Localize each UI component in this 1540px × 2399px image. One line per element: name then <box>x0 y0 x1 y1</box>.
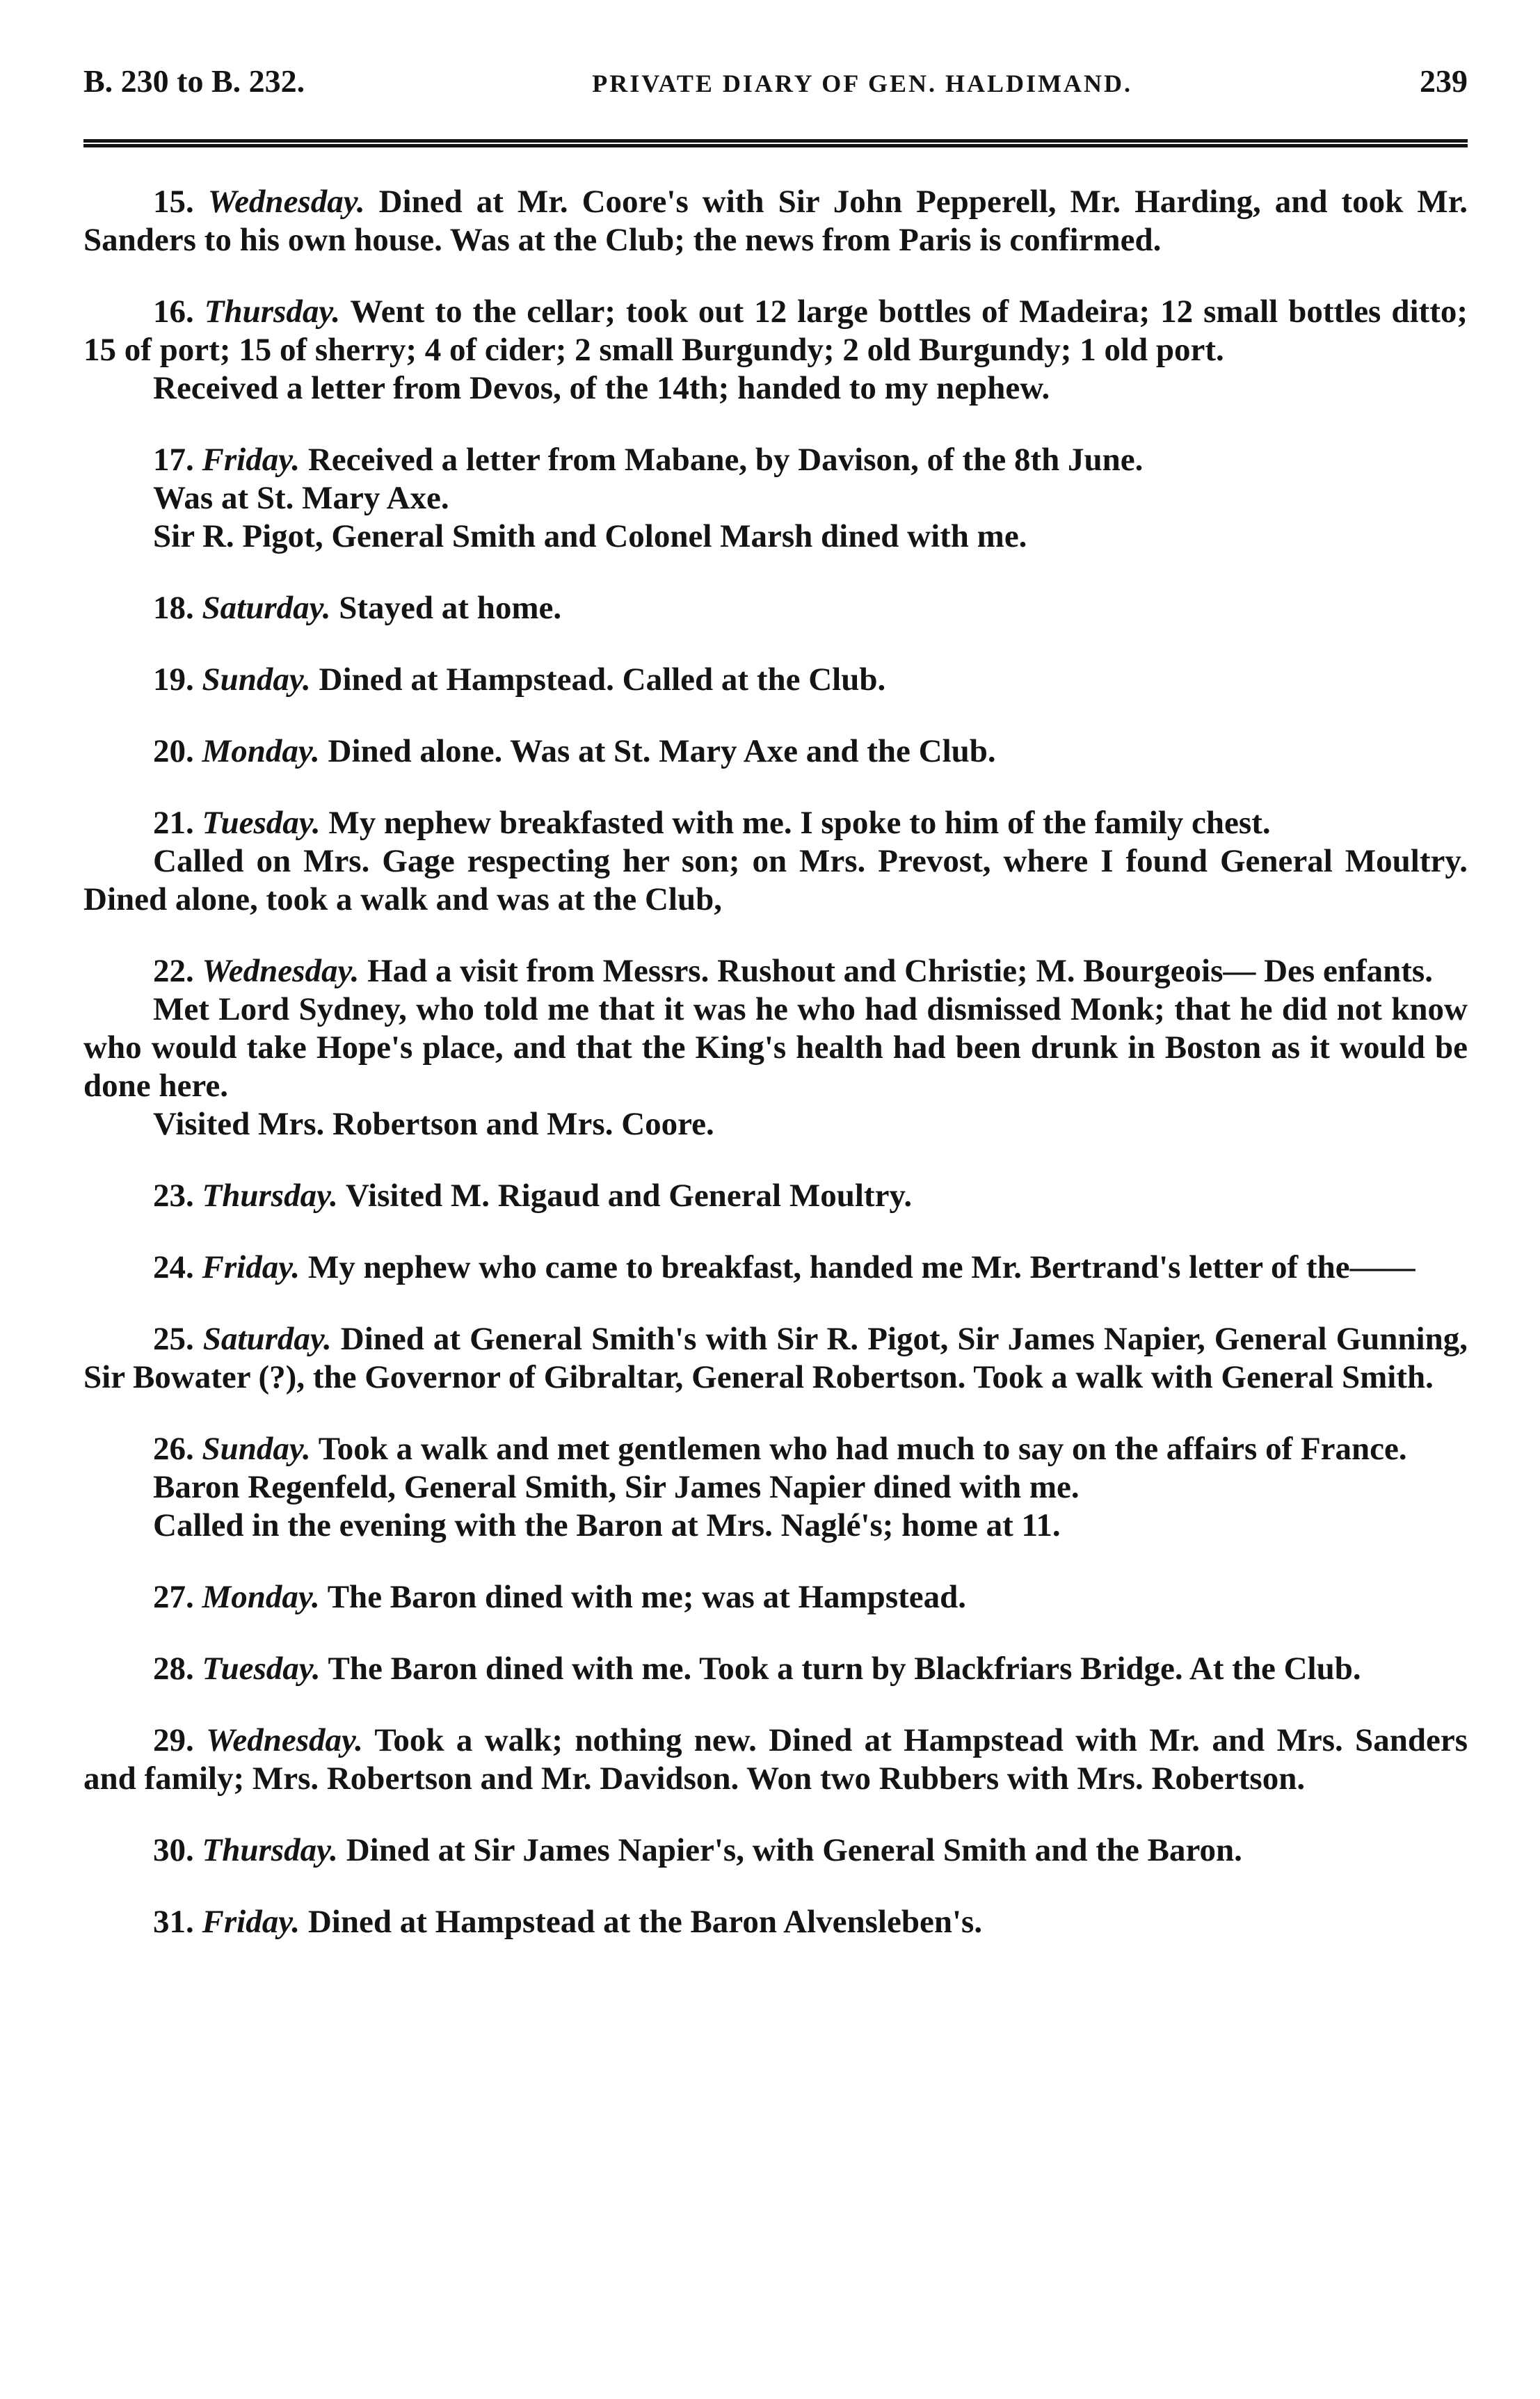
entry-date-number: 15. <box>153 184 194 220</box>
entry-weekday: Thursday. <box>202 1832 338 1868</box>
diary-entry <box>83 1249 1468 1287</box>
entry-weekday: Friday. <box>202 1249 300 1285</box>
entry-date-number: 23. <box>153 1178 194 1214</box>
entry-paragraph <box>83 952 1468 990</box>
entry-text: Received a letter from Mabane, by Davison, of the 8th June. <box>307 442 1144 478</box>
entry-weekday: Sunday. <box>202 661 311 698</box>
header-title: PRIVATE DIARY OF GEN. HALDIMAND. <box>592 70 1132 97</box>
entry-paragraph <box>83 479 1468 517</box>
diary-entry <box>83 293 1468 408</box>
entry-date-number: 30. <box>153 1832 194 1868</box>
entry-paragraph <box>83 1105 1468 1144</box>
entry-date-number: 17. <box>153 442 194 478</box>
diary-entry <box>83 441 1468 556</box>
diary-entry <box>83 1722 1468 1798</box>
header-reference: B. 230 to B. 232. <box>83 63 305 99</box>
entry-date-number: 16. <box>153 294 194 330</box>
entry-weekday: Saturday. <box>202 1321 332 1357</box>
entry-paragraph <box>83 369 1468 408</box>
entry-text: Dined at Hampstead. Called at the Club. <box>319 661 886 698</box>
entry-text: Sir R. Pigot, General Smith and Colonel Marsh dined with me. <box>153 518 1027 554</box>
diary-page <box>83 63 1468 1975</box>
diary-entry <box>83 1650 1468 1688</box>
entry-paragraph <box>83 1430 1468 1468</box>
entry-weekday: Wednesday. <box>206 1722 363 1758</box>
entry-paragraph <box>83 293 1468 369</box>
entry-text: Visited M. Rigaud and General Moultry. <box>345 1178 913 1214</box>
entry-text: Dined alone. Was at St. Mary Axe and the Club. <box>328 733 996 769</box>
diary-entry <box>83 1430 1468 1545</box>
entry-weekday: Monday. <box>202 1579 320 1615</box>
entry-paragraph <box>83 589 1468 627</box>
entry-text: Dined at Hampstead at the Baron Alvensleben's. <box>307 1904 983 1940</box>
diary-entry <box>83 1578 1468 1616</box>
entry-paragraph <box>83 517 1468 556</box>
entry-paragraph <box>83 990 1468 1105</box>
entry-text: Baron Regenfeld, General Smith, Sir James Napier dined with me. <box>153 1469 1080 1505</box>
entry-text: The Baron dined with me. Took a turn by Blackfriars Bridge. At the Club. <box>328 1651 1361 1687</box>
entry-paragraph <box>83 661 1468 699</box>
entry-text: Visited Mrs. Robertson and Mrs. Coore. <box>153 1106 714 1142</box>
entry-date-number: 24. <box>153 1249 194 1285</box>
entry-text: Dined at General Smith's with Sir R. Pigot, Sir James Napier, General Gunning, Sir Bowater (?), the Governor of Gibraltar, General Robertson. Took a walk with General Smith. <box>83 1321 1468 1395</box>
entry-text: Went to the cellar; took out 12 large bottles of Madeira; 12 small bottles ditto; 15 of port; 15 of sherry; 4 of cider; 2 small Burgundy; 2 old Burgundy; 1 old port. <box>83 294 1468 368</box>
diary-entry <box>83 732 1468 771</box>
diary-entries <box>83 183 1468 1941</box>
entry-weekday: Thursday. <box>202 1178 338 1214</box>
entry-paragraph <box>83 804 1468 842</box>
entry-date-number: 27. <box>153 1579 194 1615</box>
entry-paragraph <box>83 1320 1468 1397</box>
entry-weekday: Tuesday. <box>202 1651 321 1687</box>
header-rule <box>83 139 1468 144</box>
running-header <box>83 63 1468 111</box>
entry-text: Called on Mrs. Gage respecting her son; on Mrs. Prevost, where I found General Moultry. Dined alone, took a walk and was at the Club, <box>83 843 1468 917</box>
entry-date-number: 28. <box>153 1651 194 1687</box>
entry-date-number: 26. <box>153 1431 194 1467</box>
entry-text: Received a letter from Devos, of the 14th; handed to my nephew. <box>153 370 1050 406</box>
entry-text: Took a walk; nothing new. Dined at Hampstead with Mr. and Mrs. Sanders and family; Mrs. Robertson and Mr. Davidson. Won two Rubbers with Mrs. Robertson. <box>83 1722 1468 1797</box>
entry-weekday: Wednesday. <box>202 953 360 989</box>
entry-paragraph <box>83 842 1468 919</box>
entry-paragraph <box>83 441 1468 479</box>
entry-date-number: 18. <box>153 590 194 626</box>
entry-text: Was at St. Mary Axe. <box>153 480 449 516</box>
entry-paragraph <box>83 1831 1468 1870</box>
entry-weekday: Saturday. <box>202 590 331 626</box>
entry-weekday: Thursday. <box>204 294 341 330</box>
diary-entry <box>83 952 1468 1144</box>
entry-date-number: 22. <box>153 953 194 989</box>
entry-weekday: Tuesday. <box>202 805 321 841</box>
entry-date-number: 31. <box>153 1904 194 1940</box>
entry-text: Called in the evening with the Baron at Mrs. Naglé's; home at 11. <box>153 1507 1061 1543</box>
diary-entry <box>83 1903 1468 1941</box>
diary-entry <box>83 661 1468 699</box>
entry-text: The Baron dined with me; was at Hampstead. <box>327 1579 967 1615</box>
entry-date-number: 21. <box>153 805 194 841</box>
page-number: 239 <box>1419 63 1468 99</box>
entry-paragraph <box>83 1650 1468 1688</box>
diary-entry <box>83 1320 1468 1397</box>
entry-weekday: Friday. <box>202 442 300 478</box>
entry-weekday: Wednesday. <box>207 184 365 220</box>
entry-date-number: 25. <box>153 1321 194 1357</box>
entry-date-number: 19. <box>153 661 194 698</box>
entry-paragraph <box>83 1177 1468 1215</box>
entry-date-number: 29. <box>153 1722 194 1758</box>
diary-entry <box>83 1177 1468 1215</box>
entry-text: Took a walk and met gentlemen who had much to say on the affairs of France. <box>318 1431 1407 1467</box>
entry-paragraph <box>83 1903 1468 1941</box>
entry-paragraph <box>83 732 1468 771</box>
diary-entry <box>83 183 1468 259</box>
entry-text: Met Lord Sydney, who told me that it was he who had dismissed Monk; that he did not know who would take Hope's place, and that the King's health had been drunk in Boston as it would be done here. <box>83 991 1468 1104</box>
diary-entry <box>83 1831 1468 1870</box>
entry-weekday: Sunday. <box>202 1431 311 1467</box>
entry-paragraph <box>83 1249 1468 1287</box>
entry-weekday: Friday. <box>202 1904 300 1940</box>
entry-text: Dined at Mr. Coore's with Sir John Pepperell, Mr. Harding, and took Mr. Sanders to his own house. Was at the Club; the news from Paris is confirmed. <box>83 184 1468 258</box>
entry-text: Stayed at home. <box>339 590 562 626</box>
entry-text: My nephew who came to breakfast, handed me Mr. Bertrand's letter of the—— <box>307 1249 1415 1285</box>
entry-paragraph <box>83 1722 1468 1798</box>
entry-text: My nephew breakfasted with me. I spoke to him of the family chest. <box>328 805 1271 841</box>
entry-paragraph <box>83 1507 1468 1545</box>
diary-entry <box>83 589 1468 627</box>
entry-text: Had a visit from Messrs. Rushout and Christie; M. Bourgeois— Des enfants. <box>367 953 1433 989</box>
diary-entry <box>83 804 1468 919</box>
entry-paragraph <box>83 1578 1468 1616</box>
entry-paragraph <box>83 1468 1468 1507</box>
entry-paragraph <box>83 183 1468 259</box>
entry-date-number: 20. <box>153 733 194 769</box>
entry-text: Dined at Sir James Napier's, with General Smith and the Baron. <box>346 1832 1242 1868</box>
entry-weekday: Monday. <box>202 733 320 769</box>
